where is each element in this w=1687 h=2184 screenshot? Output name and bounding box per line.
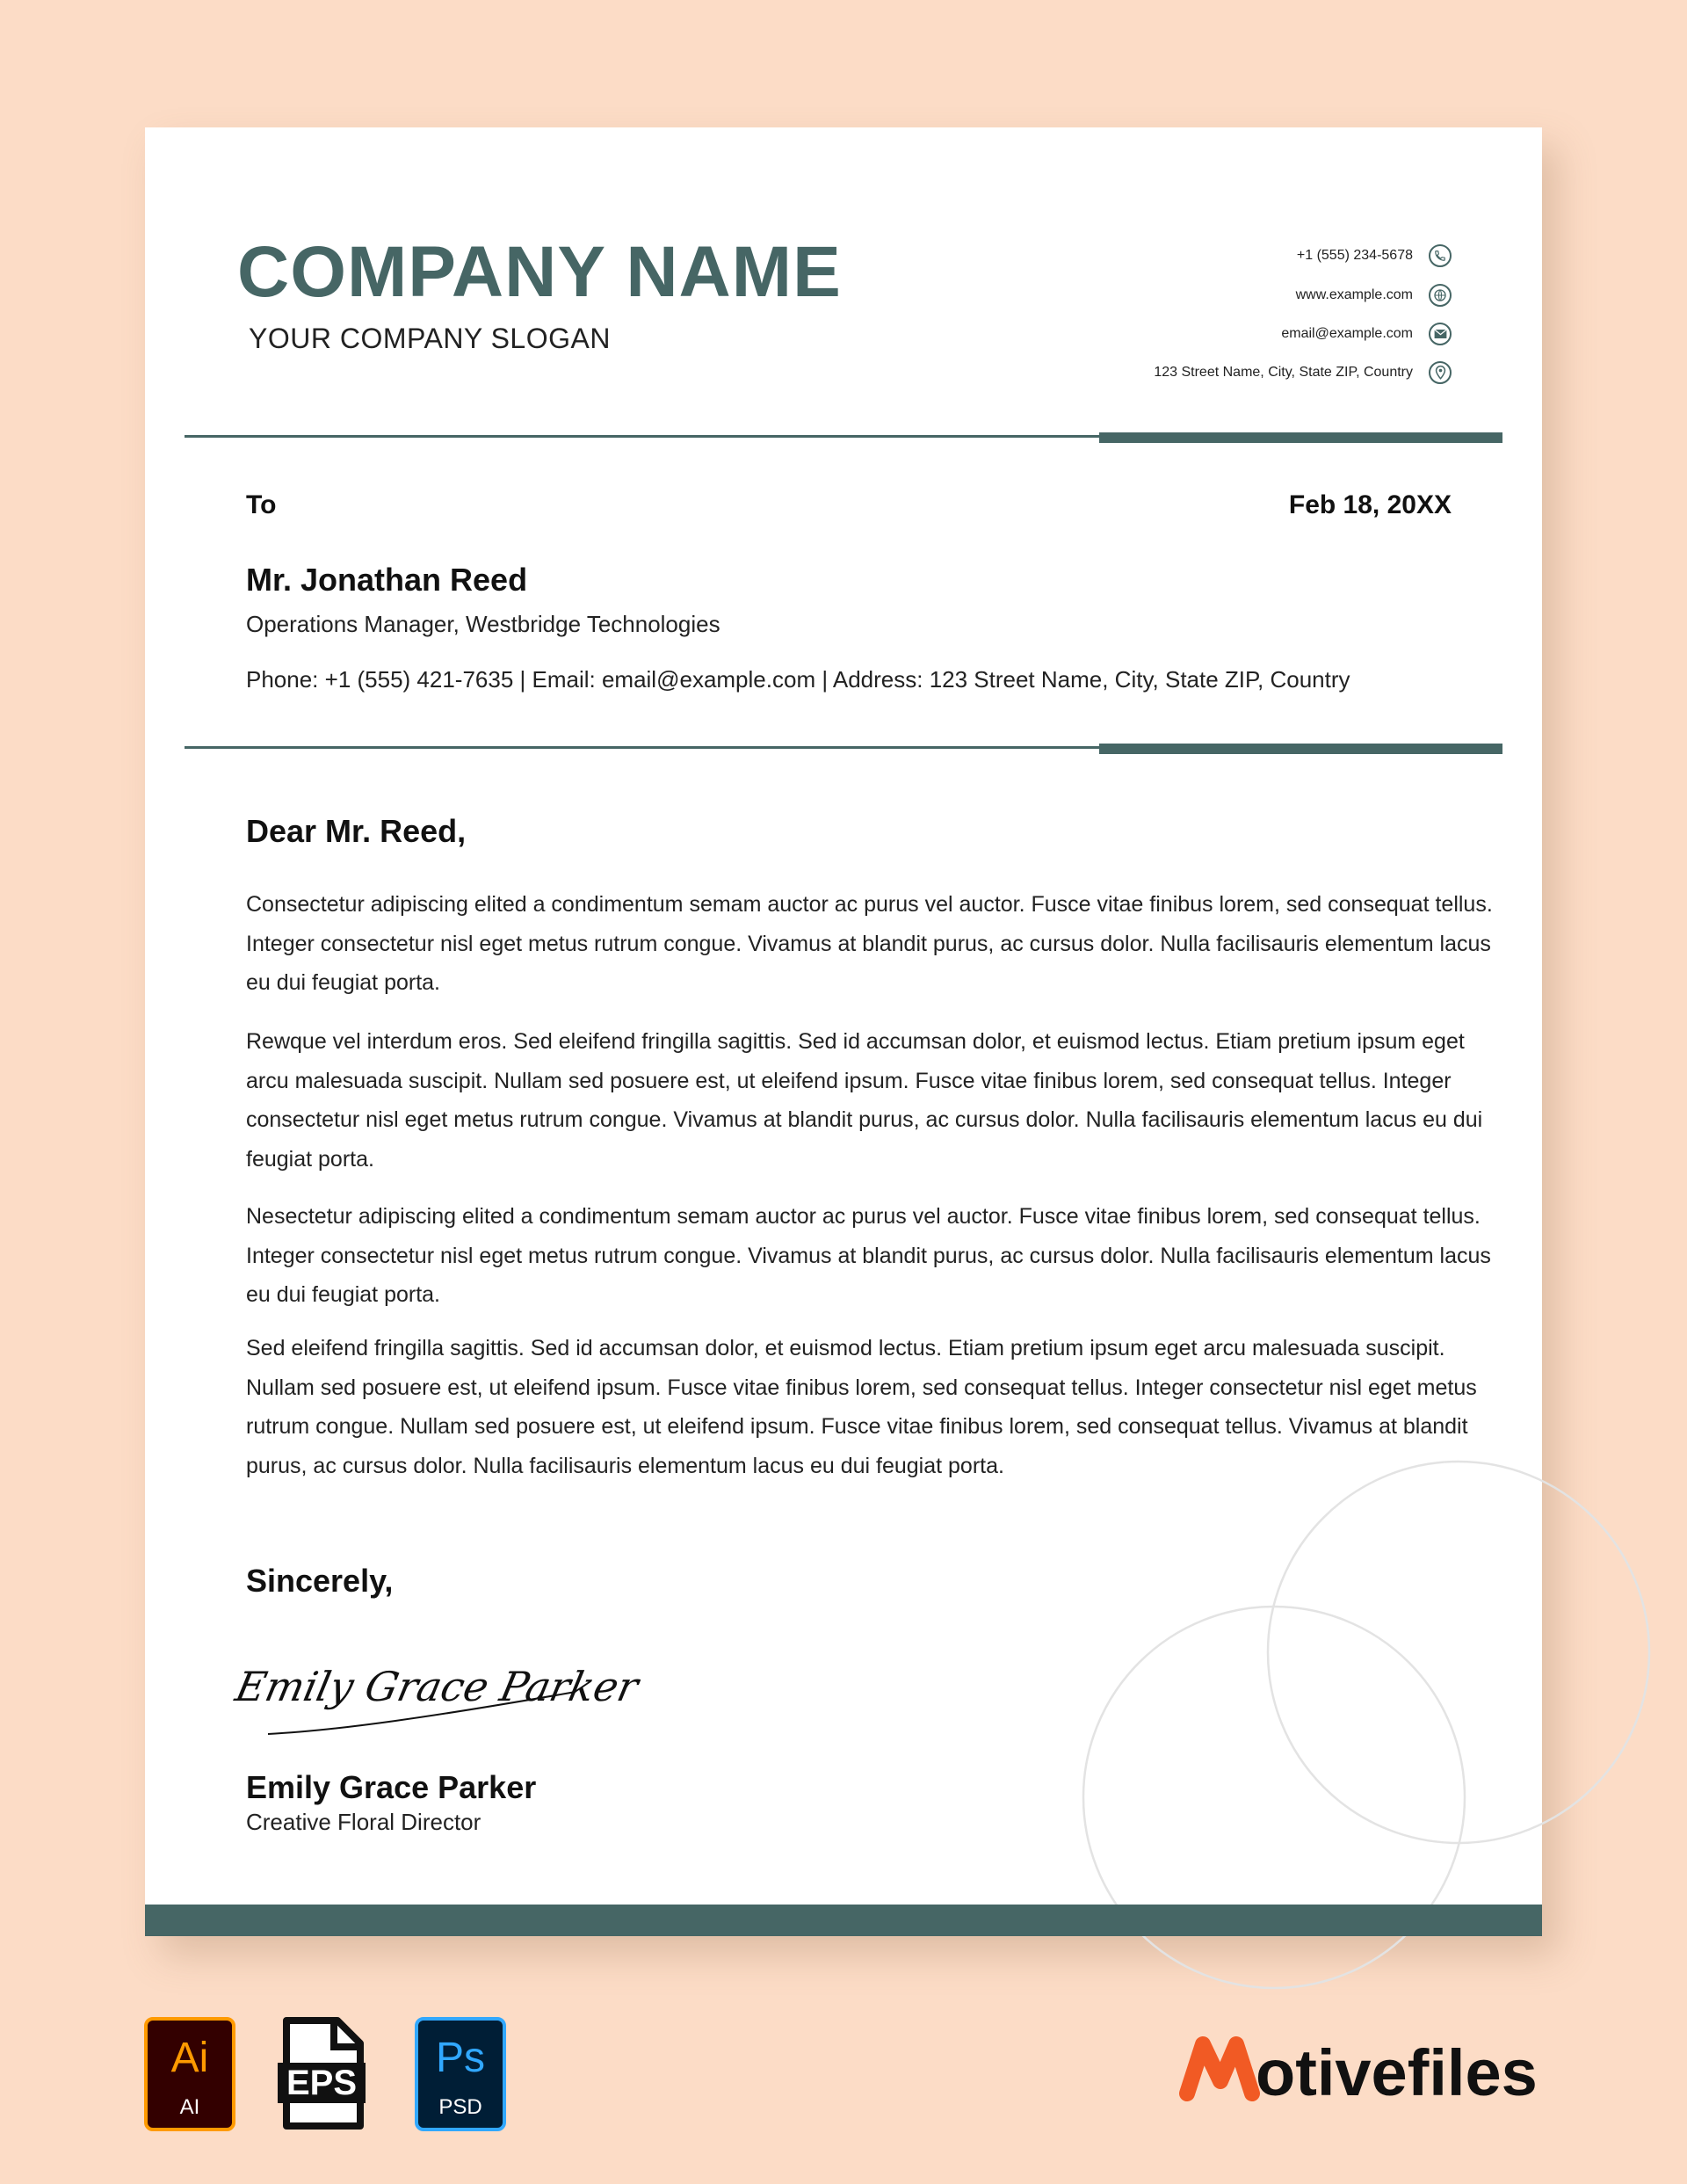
- ps-label: PSD: [438, 2095, 482, 2119]
- company-name: COMPANY NAME: [237, 232, 842, 312]
- adobe-illustrator-icon: [144, 2017, 235, 2131]
- to-label: To: [246, 490, 277, 519]
- contact-address-text: 123 Street Name, City, State ZIP, Country: [1154, 365, 1413, 380]
- signer-title: Creative Floral Director: [246, 1809, 481, 1835]
- brand-name: otivefiles: [1256, 2036, 1538, 2109]
- eps-file-icon: [276, 2017, 367, 2131]
- signer-name: Emily Grace Parker: [246, 1769, 537, 1805]
- letter-date: Feb 18, 20XX: [1288, 490, 1452, 519]
- closing: Sincerely,: [246, 1563, 394, 1599]
- decorative-circles: [145, 127, 1542, 1936]
- body-paragraph: Rewque vel interdum eros. Sed eleifend fringilla sagittis. Sed id accumsan dolor, et euismod lectus. Etiam pretium ipsum eget arcu malesuada suscipit. Nullam sed posuere est, ut eleifend ipsum. Fusce vitae finibus lorem, sed consequat tellus. Integer consectetur nisl eget metus rutrum congue. Vivamus at blandit purus, ac cursus dolor. Nulla facilisauris elementum lacus eu dui feugiat porta.: [246, 1029, 1483, 1172]
- body-paragraph: Sed eleifend fringilla sagittis. Sed id accumsan dolor, et euismod lectus. Etiam pretium ipsum eget arcu malesuada suscipit. Nullam sed posuere est, ut eleifend ipsum. Fusce vitae finibus lorem, sed consequat tellus. Integer consectetur nisl eget metus rutrum congue. Nullam sed posuere est, ut eleifend ipsum. Fusce vitae finibus lorem, sed consequat tellus. Vivamus at blandit purus, ac cursus dolor. Nulla facilisauris elementum lacus eu dui feugiat porta.: [246, 1336, 1477, 1478]
- footer-bar: [145, 1905, 1542, 1936]
- recipient-title: Operations Manager, Westbridge Technologies: [246, 611, 720, 637]
- body-paragraph: Consectetur adipiscing elited a condimentum semam auctor ac purus vel auctor. Fusce vitae finibus lorem, sed consequat tellus. Integer consectetur nisl eget metus rutrum congue. Vivamus at blandit purus, ac cursus dolor. Nulla facilisauris elementum lacus eu dui feugiat porta.: [246, 892, 1493, 995]
- contact-phone-text: +1 (555) 234-5678: [1296, 248, 1413, 263]
- contact-email-text: email@example.com: [1281, 326, 1413, 341]
- ai-label: AI: [179, 2095, 200, 2119]
- recipient-contact-line: Phone: +1 (555) 421-7635 | Email: email@example.com | Address: 123 Street Name, City, State ZIP, Country: [246, 666, 1350, 693]
- company-slogan: YOUR COMPANY SLOGAN: [249, 323, 611, 354]
- body-paragraph: Nesectetur adipiscing elited a condimentum semam auctor ac purus vel auctor. Fusce vitae finibus lorem, sed consequat tellus. Integer consectetur nisl eget metus rutrum congue. Vivamus at blandit purus, ac cursus dolor. Nulla facilisauris elementum lacus eu dui feugiat porta.: [246, 1204, 1491, 1307]
- svg-text:Emily Grace Parker: Emily Grace Parker: [231, 1663, 643, 1710]
- motivefiles-logo: [1182, 2021, 1542, 2118]
- eps-glyph: EPS: [286, 2064, 358, 2102]
- ai-glyph: Ai: [170, 2035, 209, 2081]
- recipient-name: Mr. Jonathan Reed: [246, 562, 528, 598]
- ps-glyph: Ps: [435, 2035, 486, 2081]
- adobe-photoshop-icon: [415, 2017, 506, 2131]
- letterhead-page: [145, 127, 1542, 1936]
- contact-website-text: www.example.com: [1295, 287, 1413, 302]
- salutation: Dear Mr. Reed,: [246, 813, 467, 849]
